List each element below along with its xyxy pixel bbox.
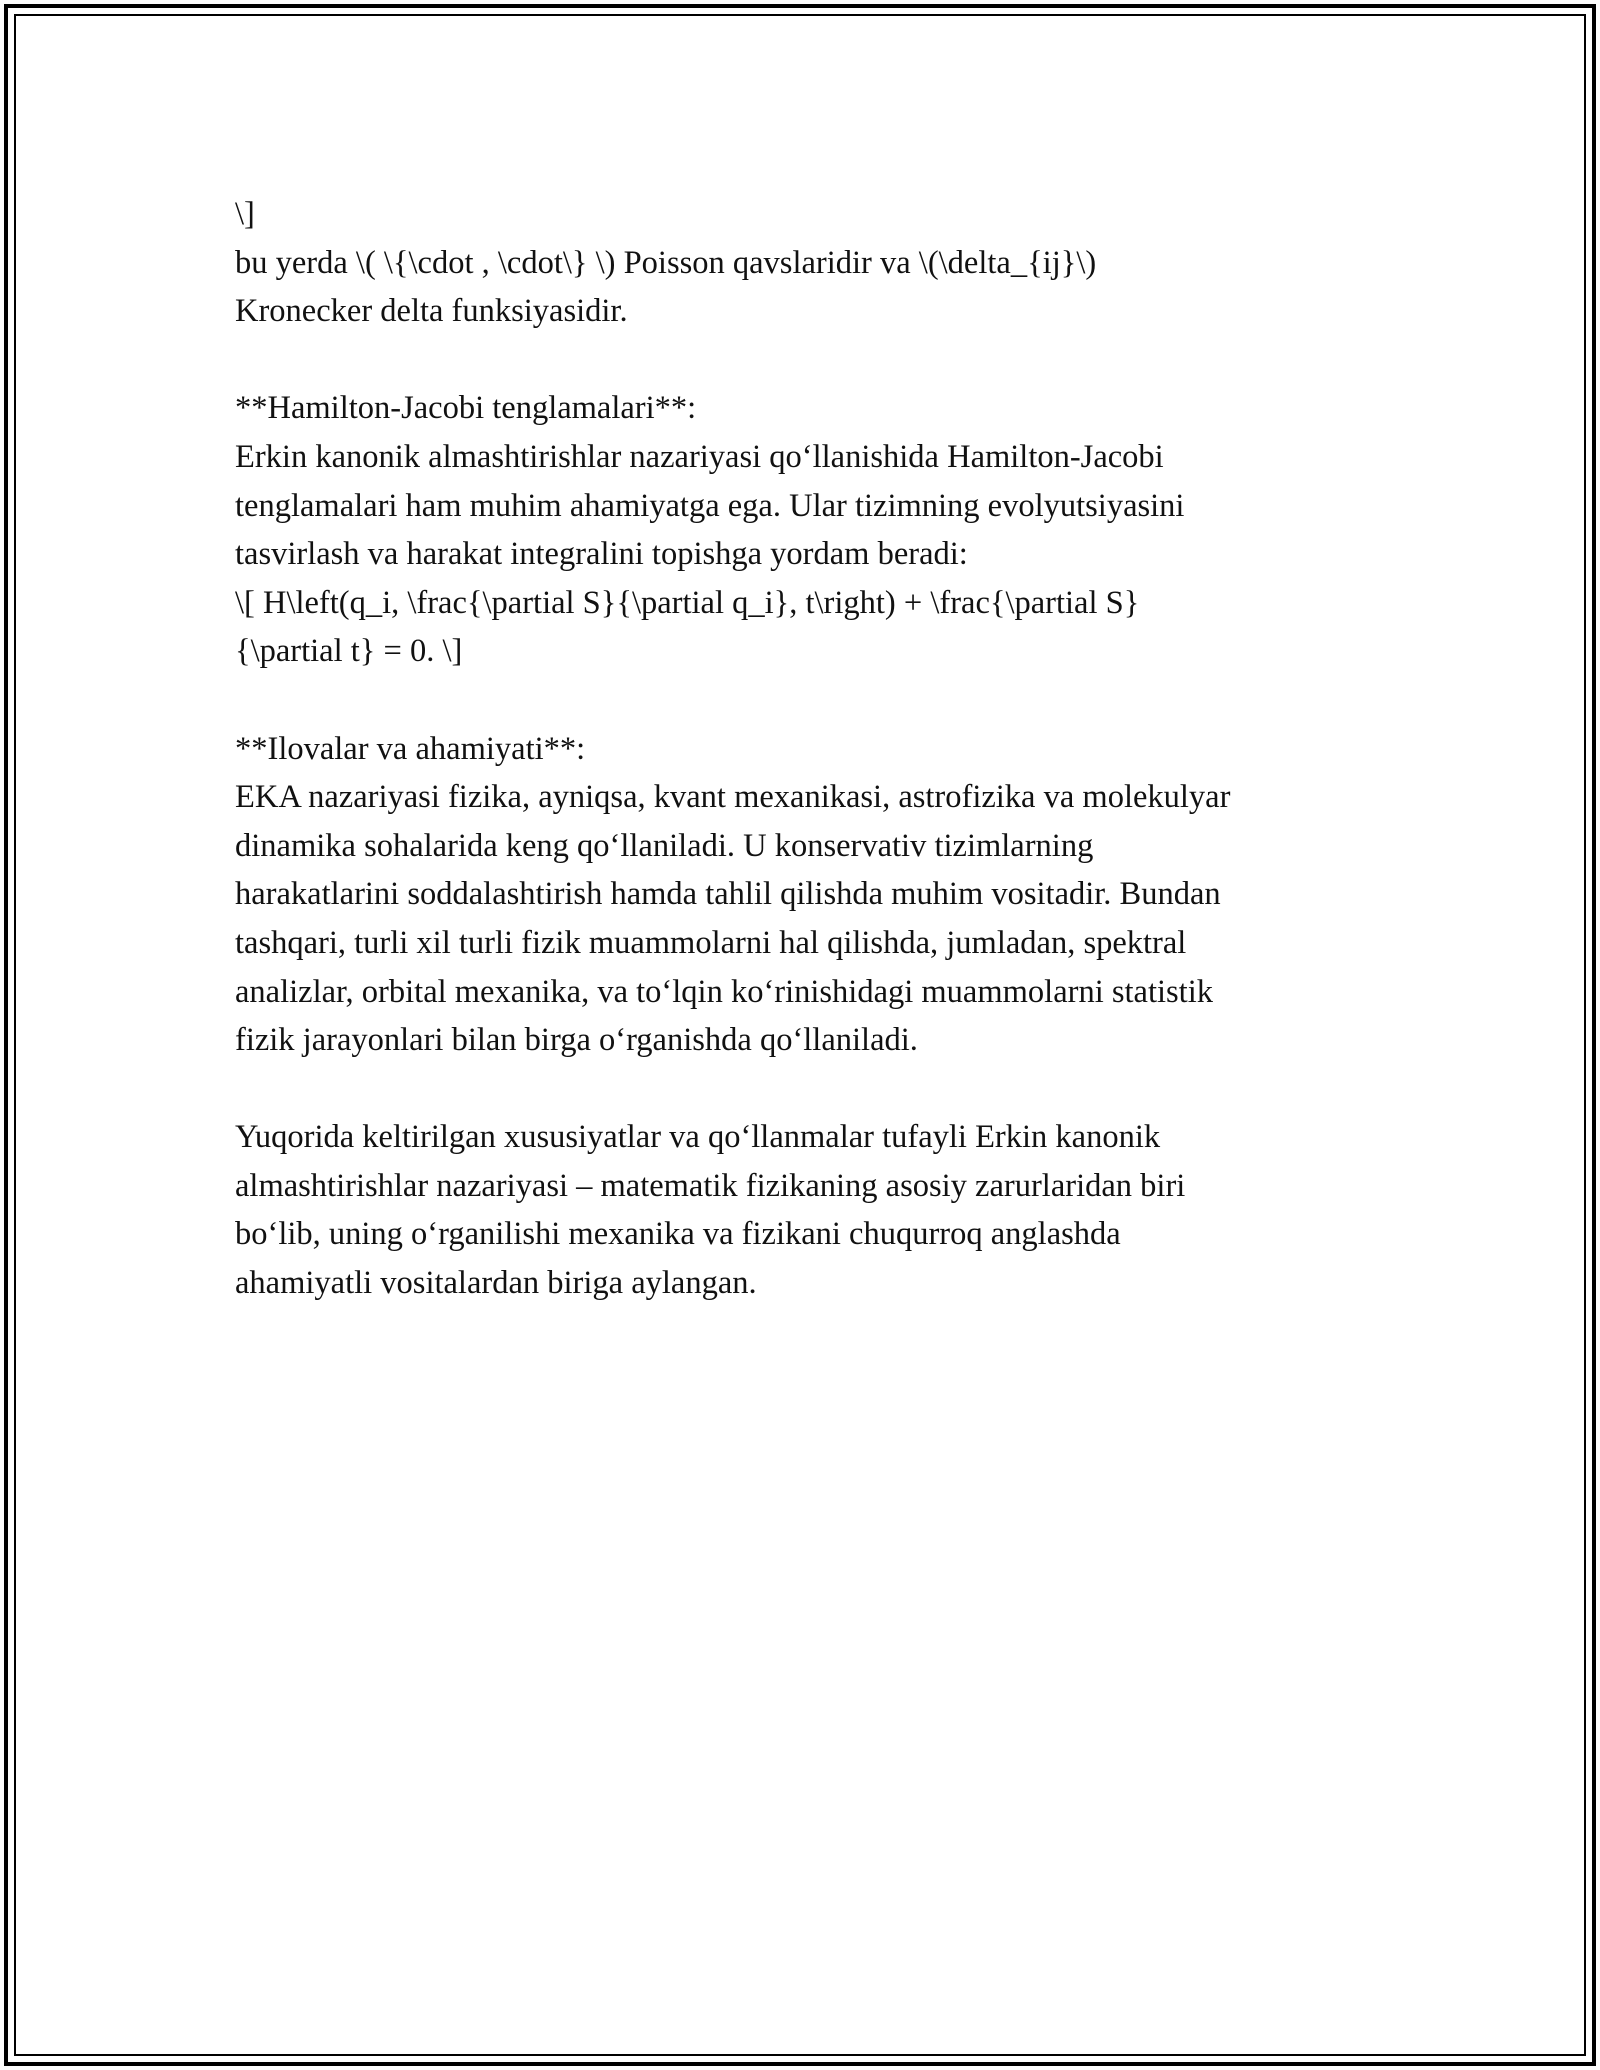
section-heading: **Hamilton-Jacobi tenglamalari**: xyxy=(235,390,697,427)
text-line: analizlar, orbital mexanika, va to‘lqin ko‘rinishidagi muammolarni statistik xyxy=(235,973,1213,1010)
text-line: tasvirlash va harakat integralini topishga yordam beradi: xyxy=(235,536,968,573)
text-line: Erkin kanonik almashtirishlar nazariyasi qo‘llanishida Hamilton-Jacobi xyxy=(235,438,1164,475)
text-line: bu yerda \( \{\cdot , \cdot\} \) Poisson qavslaridir va \(\delta_{ij}\) xyxy=(235,244,1097,281)
text-line: dinamika sohalarida keng qo‘llaniladi. U konservativ tizimlarning xyxy=(235,827,1094,864)
text-line: fizik jarayonlari bilan birga o‘rganishda qo‘llaniladi. xyxy=(235,1022,918,1059)
blank-line xyxy=(235,1065,1385,1114)
text-line: bo‘lib, uning o‘rganilishi mexanika va fizikani chuqurroq anglashda xyxy=(235,1216,1121,1253)
text-line: \] xyxy=(235,196,255,232)
text-line: Kronecker delta funksiyasidir. xyxy=(235,293,628,330)
formula-line: {\partial t} = 0. \] xyxy=(235,633,463,670)
blank-line xyxy=(235,676,1385,725)
text-line: almashtirishlar nazariyasi – matematik fizikaning asosiy zarurlaridan biri xyxy=(235,1167,1186,1204)
blank-line xyxy=(235,336,1385,385)
text-line: harakatlarini soddalashtirish hamda tahlil qilishda muhim vositadir. Bundan xyxy=(235,876,1221,913)
text-line: tashqari, turli xil turli fizik muammolarni hal qilishda, jumladan, spektral xyxy=(235,924,1187,961)
text-line: Yuqorida keltirilgan xususiyatlar va qo‘llanmalar tufayli Erkin kanonik xyxy=(235,1119,1161,1156)
document-body xyxy=(235,190,1385,1308)
formula-line: \[ H\left(q_i, \frac{\partial S}{\partial q_i}, t\right) + \frac{\partial S} xyxy=(235,584,1140,621)
text-line: ahamiyatli vositalardan biriga aylangan. xyxy=(235,1265,757,1302)
section-heading: **Ilovalar va ahamiyati**: xyxy=(235,730,586,767)
text-line: tenglamalari ham muhim ahamiyatga ega. Ular tizimning evolyutsiyasini xyxy=(235,487,1185,524)
text-line: EKA nazariyasi fizika, ayniqsa, kvant mexanikasi, astrofizika va molekulyar xyxy=(235,779,1231,816)
